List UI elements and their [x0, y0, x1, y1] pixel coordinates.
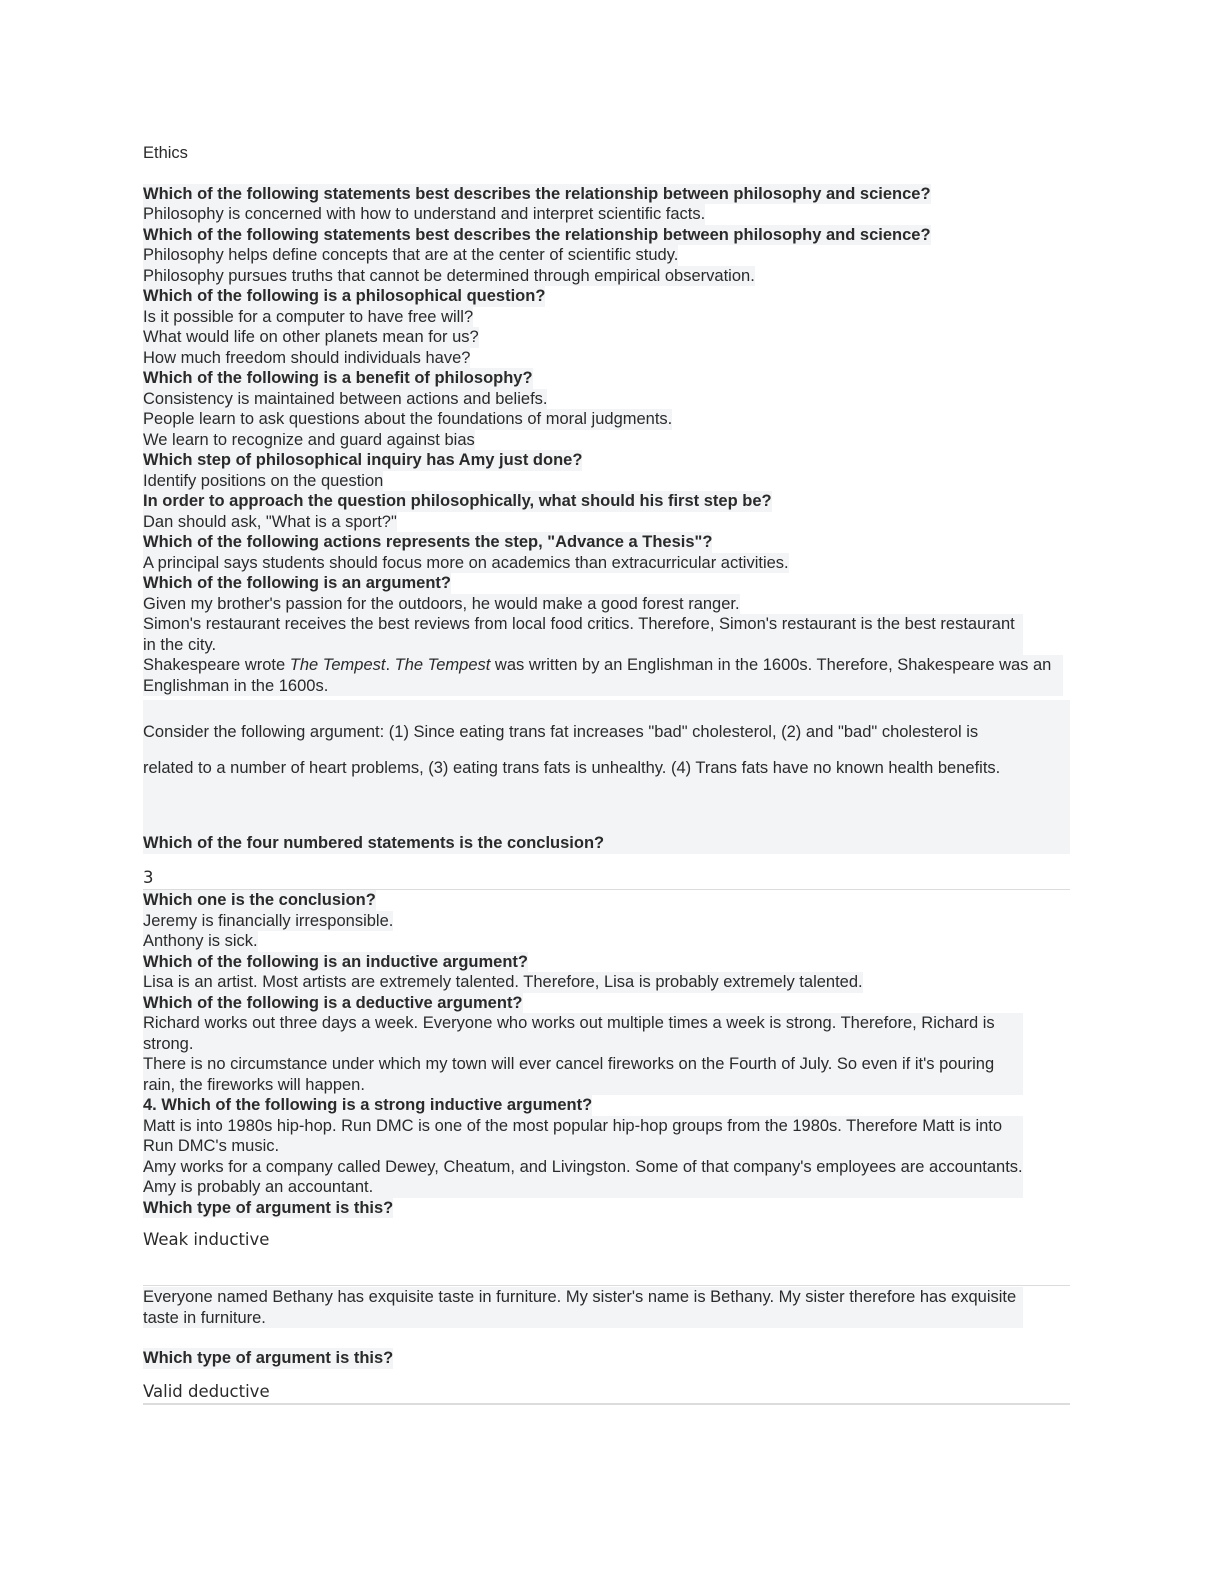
- question-text: Which of the following is an inductive argument?: [143, 952, 529, 971]
- italic-title: The Tempest: [289, 656, 386, 674]
- answer-text: Given my brother's passion for the outdoors, he would make a good forest ranger.: [143, 594, 740, 613]
- qa-section-2: [143, 890, 1070, 1218]
- qa-section-1: [143, 184, 1070, 656]
- answer-text: What would life on other planets mean for us?: [143, 328, 479, 346]
- question-text: Which of the following is an argument?: [143, 574, 451, 592]
- italic-title: The Tempest: [394, 656, 491, 674]
- answer-text: Consistency is maintained between actions and beliefs.: [143, 389, 548, 408]
- answer-text: Anthony is sick.: [143, 932, 258, 950]
- question-text: Which of the following is a deductive argument?: [143, 993, 523, 1012]
- question-text: Which of the following statements best describes the relationship between philosophy and science?: [143, 184, 931, 203]
- answer-valid-deductive: Valid deductive: [143, 1369, 1070, 1405]
- answer-text: Is it possible for a computer to have free will?: [143, 307, 474, 326]
- answer-text: Matt is into 1980s hip-hop. Run DMC is one of the most popular hip-hop groups from the 1980s. Therefore Matt is into Run DMC's music.: [143, 1116, 1023, 1157]
- answer-text: Richard works out three days a week. Everyone who works out multiple times a week is strong. Therefore, Richard is strong.: [143, 1013, 1023, 1054]
- question-text: In order to approach the question philosophically, what should his first step be?: [143, 492, 772, 510]
- question-text: Which one is the conclusion?: [143, 891, 376, 909]
- spacer: [143, 1328, 1070, 1348]
- question-text: Which step of philosophical inquiry has Amy just done?: [143, 451, 583, 469]
- text-span: .: [385, 656, 395, 674]
- answer-text: Identify positions on the question: [143, 471, 384, 490]
- page-title: Ethics: [143, 144, 188, 162]
- question-text: Which of the following statements best describes the relationship between philosophy and science?: [143, 225, 931, 244]
- consider-answer: 3: [143, 868, 1070, 890]
- answer-text: Simon's restaurant receives the best reviews from local food critics. Therefore, Simon's restaurant is the best restaurant in the city.: [143, 614, 1023, 655]
- consider-line-2: related to a number of heart problems, (3) eating trans fats is unhealthy. (4) Trans fats have no known health benefits.: [143, 759, 1001, 777]
- question-text: Which of the following is a benefit of philosophy?: [143, 369, 533, 387]
- answer-text: Jeremy is financially irresponsible.: [143, 911, 394, 930]
- text-span: was written by an Englishman in the 1600s. Therefore, Shakespeare was an Englishman in the 1600s.: [143, 656, 1052, 695]
- answer-weak-inductive: Weak inductive: [143, 1218, 1070, 1286]
- shakespeare-answer: [143, 655, 1063, 696]
- answer-text: Amy works for a company called Dewey, Cheatum, and Livingston. Some of that company's employees are accountants. Amy is probably an accountant.: [143, 1157, 1023, 1196]
- consider-argument-panel: [143, 700, 1070, 854]
- question-text: 4. Which of the following is a strong inductive argument?: [143, 1096, 593, 1114]
- consider-question: Which of the four numbered statements is the conclusion?: [143, 834, 605, 852]
- answer-text: Dan should ask, "What is a sport?": [143, 512, 397, 531]
- consider-line-1: Consider the following argument: (1) Since eating trans fat increases "bad" cholesterol, (2) and "bad" cholesterol is: [143, 723, 979, 741]
- document-page: [143, 143, 1070, 1405]
- answer-text: People learn to ask questions about the foundations of moral judgments.: [143, 410, 673, 428]
- text-span: Shakespeare wrote: [143, 656, 290, 674]
- question-text: Which type of argument is this?: [143, 1198, 394, 1217]
- answer-text: Philosophy helps define concepts that are at the center of scientific study.: [143, 246, 679, 264]
- question-text: Which of the following is a philosophical question?: [143, 287, 546, 305]
- answer-text: Philosophy is concerned with how to understand and interpret scientific facts.: [143, 205, 706, 223]
- bethany-argument: Everyone named Bethany has exquisite taste in furniture. My sister's name is Bethany. My sister therefore has exquisite taste in furniture.: [143, 1287, 1023, 1328]
- answer-text: How much freedom should individuals have?: [143, 348, 471, 367]
- question-text: Which of the following actions represents the step, "Advance a Thesis"?: [143, 533, 713, 551]
- answer-text: We learn to recognize and guard against bias: [143, 430, 475, 449]
- answer-text: Philosophy pursues truths that cannot be determined through empirical observation.: [143, 266, 755, 285]
- answer-text: A principal says students should focus more on academics than extracurricular activities.: [143, 553, 789, 572]
- answer-text: There is no circumstance under which my town will ever cancel fireworks on the Fourth of July. So even if it's pouring rain, the fireworks will happen.: [143, 1054, 1023, 1095]
- answer-text: Lisa is an artist. Most artists are extremely talented. Therefore, Lisa is probably extremely talented.: [143, 973, 863, 991]
- final-question: Which type of argument is this?: [143, 1349, 394, 1367]
